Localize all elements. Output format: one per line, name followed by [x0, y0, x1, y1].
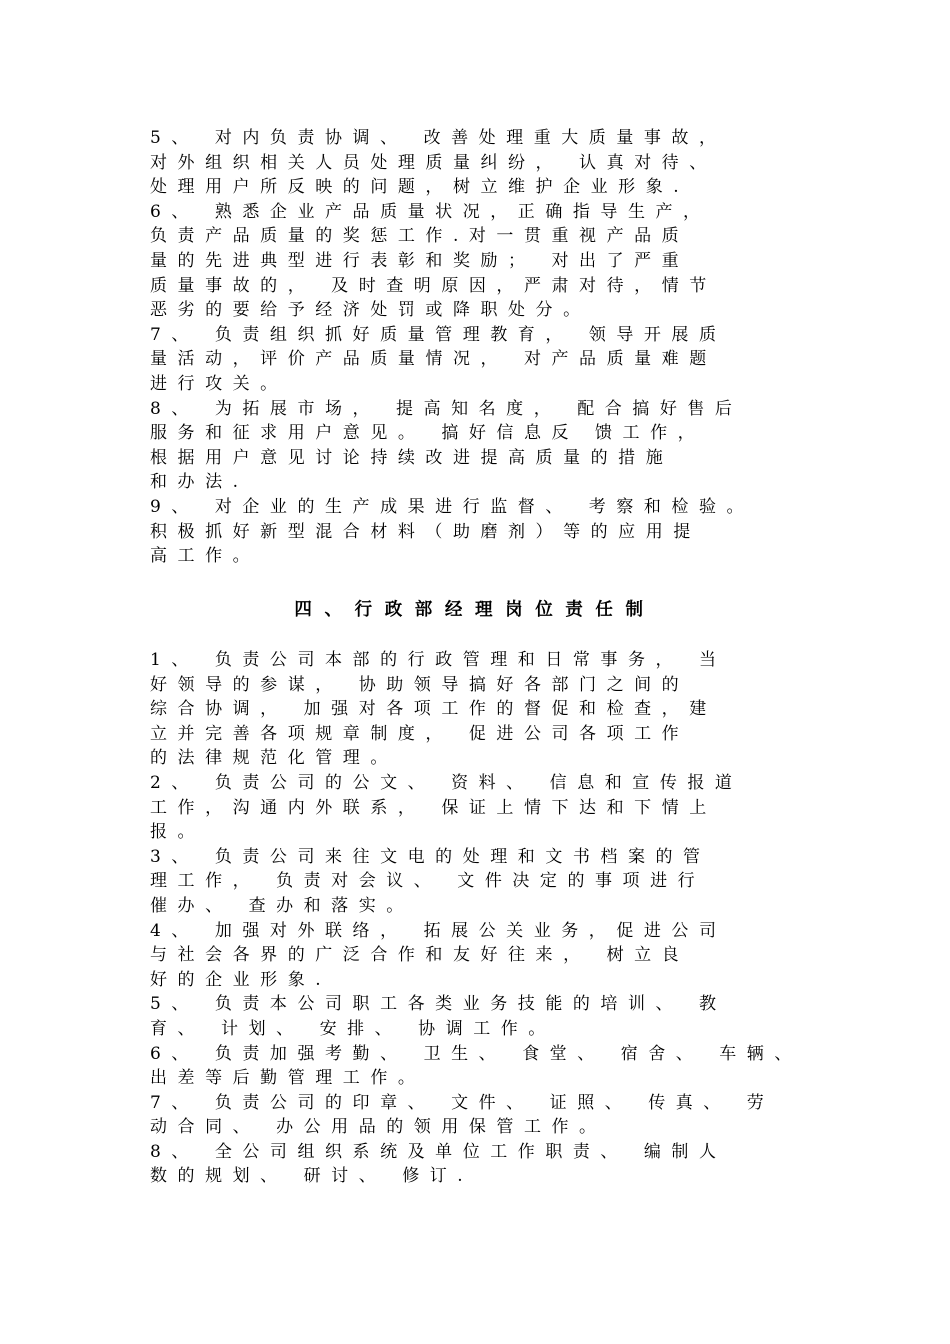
admin-manager-duties-section	[150, 648, 802, 1189]
text-line: 服务和征求用户意见。 搞好信息反 馈工作，	[150, 423, 706, 444]
text-line: 3、 负责公司来往文电的处理和文书档案的管	[150, 846, 711, 867]
text-line: 积极抓好新型混合材料（助磨剂）等的应用提	[150, 521, 701, 542]
text-line: 催办、 查办和落实。	[150, 895, 414, 916]
text-line: 立并完善各项规章制度， 促进公司各项工作	[150, 723, 690, 744]
text-line: 动合同、 办公用品的领用保管工作。	[150, 1117, 607, 1138]
text-line: 与社会各界的广泛合作和友好往来， 树立良	[150, 945, 690, 966]
text-line: 数的规划、 研讨、 修订.	[150, 1166, 474, 1187]
text-line: 处理用户所反映的问题，树立维护企业形象.	[150, 177, 690, 198]
text-line: 的法律规范化管理。	[150, 748, 398, 769]
text-line: 量的先进典型进行表彰和奖励； 对出了严重	[150, 250, 690, 271]
text-line: 1、 负责公司本部的行政管理和日常事务， 当	[150, 650, 727, 670]
text-line: 5、 负责本公司职工各类业务技能的培训、 教	[150, 994, 727, 1015]
text-line: 质量事故的， 及时查明原因，严肃对待，情节	[150, 275, 717, 296]
text-line: 出差等后勤管理工作。	[150, 1068, 426, 1089]
text-line: 好领导的参谋， 协助领导搞好各部门之间的	[150, 674, 690, 695]
text-line: 理工作， 负责对会议、 文件决定的事项进行	[150, 871, 706, 892]
text-line: 8、 为拓展市场， 提高知名度， 配合搞好售后	[150, 398, 743, 419]
text-line: 高工作。	[150, 546, 261, 567]
text-line: 7、 负责组织抓好质量管理教育， 领导开展质	[150, 324, 727, 345]
text-line: 工作，沟通内外联系， 保证上情下达和下情上	[150, 797, 717, 818]
text-line: 育、 计划、 安排、 协调工作。	[150, 1018, 556, 1039]
text-line: 4、 加强对外联络， 拓展公关业务，促进公司	[150, 920, 727, 941]
text-line: 9、 对企业的生产成果进行监督、 考察和检验。	[150, 496, 755, 517]
text-line: 和办法.	[150, 472, 249, 493]
text-line: 7、 负责公司的印章、 文件、 证照、 传真、 劳	[150, 1092, 775, 1113]
text-line: 恶劣的要给予经济处罚或降职处分。	[150, 300, 591, 321]
text-line: 根据用户意见讨论持续改进提高质量的措施	[150, 447, 674, 468]
text-line: 进行攻关。	[150, 373, 288, 394]
text-line: 负责产品质量的奖惩工作.对一贯重视产品质	[150, 226, 690, 247]
quality-duties-section	[150, 126, 795, 569]
text-line: 量活动，评价产品质量情况， 对产品质量难题	[150, 349, 717, 370]
text-line: 对外组织相关人员处理质量纠纷， 认真对待、	[150, 152, 717, 173]
section-heading: 四、行政部经理岗位责任制	[294, 600, 656, 620]
text-line: 好的企业形象.	[150, 969, 332, 990]
text-line: 5、 对内负责协调、 改善处理重大质量事故，	[150, 128, 727, 148]
text-line: 6、 负责加强考勤、 卫生、 食堂、 宿舍、 车辆、	[150, 1043, 802, 1064]
text-line: 报。	[150, 822, 206, 843]
text-line: 2、 负责公司的公文、 资料、 信息和宣传报道	[150, 772, 743, 793]
text-line: 8、 全公司组织系统及单位工作职责、 编制人	[150, 1141, 727, 1162]
text-line: 6、 熟悉企业产品质量状况，正确指导生产，	[150, 201, 711, 222]
text-line: 综合协调， 加强对各项工作的督促和检查，建	[150, 699, 717, 720]
